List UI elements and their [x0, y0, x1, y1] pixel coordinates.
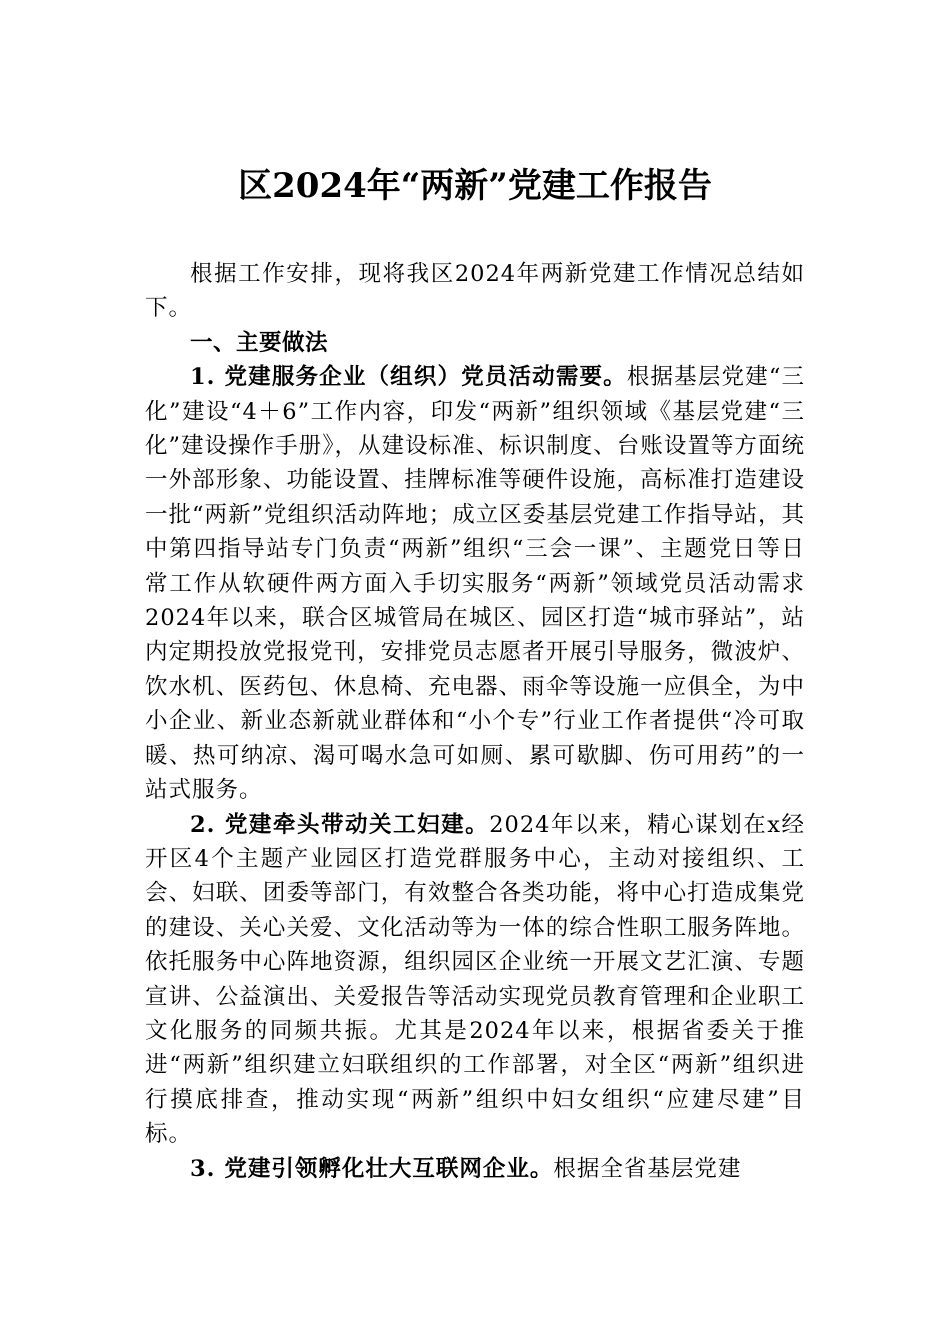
section-heading: 一、主要做法 — [190, 329, 329, 356]
intro-paragraph: 根据工作安排，现将我区2024年两新党建工作情况总结如下。 — [145, 261, 805, 322]
paragraph-item-1 — [145, 360, 805, 807]
paragraph-text: 根据全省基层党建 — [553, 1155, 742, 1182]
paragraph-text: 根据基层党建“三化”建设“4＋6”工作内容，印发“两新”组织领域《基层党建“三化”建设操作手册》，从建设标准、标识制度、台账设置等方面统一外部形象、功能设置、挂牌标准等硬件设施，高标准打造建设一批“两新”党组织活动阵地；成立区委基层党建工作指导站，其中第四指导站专门负责“两新”组织“三会一课”、主题党日等日常工作从软硬件两方面入手切实服务“两新”领域党员活动需求2024年以来，联合区城管局在城区、园区打造“城市驿站”，站内定期投放党报党刊，安排党员志愿者开展引导服务，微波炉、饮水机、医药包、休息椅、充电器、雨伞等设施一应俱全，为中小企业、新业态新就业群体和“小个专”行业工作者提供“冷可取暖、热可纳凉、渴可喝水急可如厕、累可歇脚、伤可用药”的一站式服务。 — [145, 364, 805, 804]
paragraph-lead: 3. 党建引领孵化壮大互联网企业。 — [190, 1155, 554, 1182]
paragraph-item-3 — [145, 1152, 805, 1186]
paragraph-lead: 2. 党建牵头带动关工妇建。 — [190, 811, 490, 838]
paragraph-text: 2024年以来，精心谋划在x经开区4个主题产业园区打造党群服务中心，主动对接组织、工会、妇联、团委等部门，有效整合各类功能，将中心打造成集党的建设、关心关爱、文化活动等为一体的综合性职工服务阵地。依托服务中心阵地资源，组织园区企业统一开展文艺汇演、专题宣讲、公益演出、关爱报告等活动实现党员教育管理和企业职工文化服务的同频共振。尤其是2024年以来，根据省委关于推进“两新”组织建立妇联组织的工作部署，对全区“两新”组织进行摸底排查，推动实现“两新”组织中妇女组织“应建尽建”目标。 — [145, 811, 805, 1148]
paragraph-item-2 — [145, 808, 805, 1152]
paragraph-lead: 1. 党建服务企业（组织）党员活动需要。 — [190, 364, 627, 391]
document-body — [145, 257, 805, 1186]
document-title: 区2024年“两新”党建工作报告 — [238, 166, 712, 206]
